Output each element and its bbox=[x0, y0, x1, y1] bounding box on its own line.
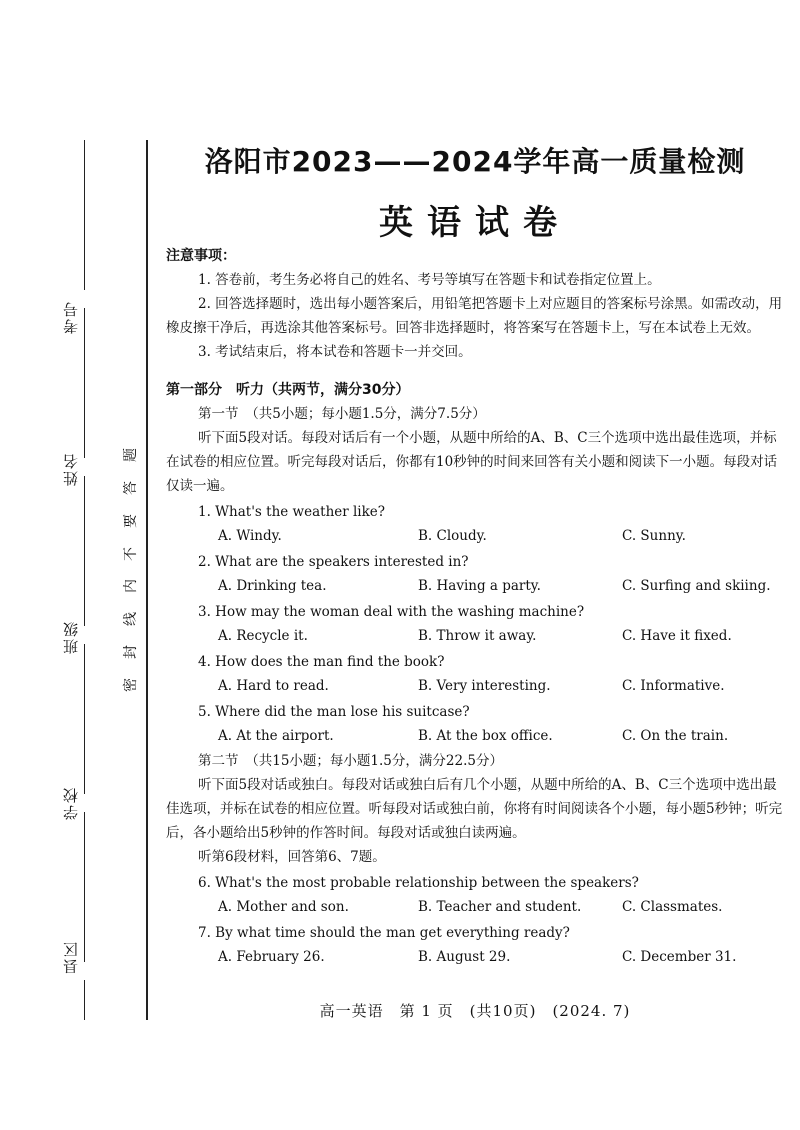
option-a: A. At the airport. bbox=[218, 728, 334, 744]
exam-content bbox=[166, 244, 784, 970]
field-school bbox=[60, 786, 120, 956]
question: 2. What are the speakers interested in? bbox=[198, 554, 469, 570]
notice-item: 1. 答卷前，考生务必将自己的姓名、考号等填写在答题卡和试卷指定位置上。 bbox=[198, 272, 661, 288]
notice-heading: 注意事项： bbox=[166, 248, 236, 264]
question: 7. By what time should the man get everything ready? bbox=[198, 925, 570, 941]
options bbox=[166, 945, 784, 969]
option-b: B. Cloudy. bbox=[418, 528, 487, 544]
option-a: A. Hard to read. bbox=[218, 678, 329, 694]
material-note: 听第6段材料，回答第6、7题。 bbox=[198, 849, 386, 865]
option-c: C. Have it fixed. bbox=[622, 628, 732, 644]
options bbox=[166, 724, 784, 748]
option-a: A. February 26. bbox=[218, 949, 325, 965]
notice-item: 3. 考试结束后，将本试卷和答题卡一并交回。 bbox=[198, 344, 472, 360]
question: 5. Where did the man lose his suitcase? bbox=[198, 704, 470, 720]
seal-char: 答 bbox=[123, 480, 139, 495]
option-b: B. Teacher and student. bbox=[418, 899, 582, 915]
option-a: A. Recycle it. bbox=[218, 628, 308, 644]
page-footer: 高一英语 第 1 页 (共10页) (2024. 7) bbox=[319, 1002, 631, 1020]
field-label: 考号 bbox=[62, 300, 80, 334]
option-b: B. Very interesting. bbox=[418, 678, 551, 694]
seal-char: 不 bbox=[123, 546, 139, 561]
option-c: C. On the train. bbox=[622, 728, 729, 744]
seal-char: 题 bbox=[123, 448, 139, 462]
field-name bbox=[60, 452, 120, 622]
exam-title: 洛阳市2023——2024学年高一质量检测 bbox=[204, 145, 746, 178]
option-c: C. December 31. bbox=[622, 949, 737, 965]
field-exam-number bbox=[60, 300, 120, 470]
options bbox=[166, 624, 784, 648]
seal-char: 密 bbox=[123, 677, 139, 692]
option-b: B. Having a party. bbox=[418, 578, 541, 594]
field-label: 学校 bbox=[62, 786, 80, 820]
seal-char: 封 bbox=[123, 645, 139, 660]
option-c: C. Informative. bbox=[622, 678, 725, 694]
field-label: 班级 bbox=[62, 620, 80, 654]
field-label: 县区 bbox=[62, 940, 80, 974]
seal-char: 内 bbox=[123, 579, 139, 594]
option-c: C. Surfing and skiing. bbox=[622, 578, 771, 594]
option-b: B. August 29. bbox=[418, 949, 511, 965]
part-heading: 第一部分 听力（共两节，满分30分） bbox=[166, 382, 410, 398]
notice-item: 2. 回答选择题时，选出每小题答案后，用铅笔把答题卡上对应题目的答案标号涂黑。如需改动，用橡皮擦干净后，再选涂其他答案标号。回答非选择题时，将答案写在答题卡上，写在本试卷上无效。 bbox=[166, 296, 783, 336]
field-label: 姓名 bbox=[62, 452, 80, 486]
seal-char: 要 bbox=[123, 513, 139, 528]
question: 4. How does the man find the book? bbox=[198, 654, 445, 670]
options bbox=[166, 674, 784, 698]
options bbox=[166, 574, 784, 598]
option-c: C. Classmates. bbox=[622, 899, 723, 915]
options bbox=[166, 524, 784, 548]
question: 3. How may the woman deal with the washing machine? bbox=[198, 604, 585, 620]
option-b: B. At the box office. bbox=[418, 728, 553, 744]
section-instructions: 听下面5段对话。每段对话后有一个小题，从题中所给的A、B、C三个选项中选出最佳选项，并标在试卷的相应位置。听完每段对话后，你都有10秒钟的时间来回答有关小题和阅读下一小题。每段对话仅读一遍。 bbox=[166, 430, 778, 494]
field-class bbox=[60, 620, 120, 790]
option-a: A. Drinking tea. bbox=[218, 578, 327, 594]
field-county bbox=[60, 940, 120, 1110]
option-a: A. Mother and son. bbox=[218, 899, 349, 915]
section-instructions: 听下面5段对话或独白。每段对话或独白后有几个小题，从题中所给的A、B、C三个选项中选出最佳选项，并标在试卷的相应位置。听每段对话或独白前，你将有时间阅读各个小题，每小题5秒钟；听完后，各小题给出5秒钟的作答时间。每段对话或独白读两遍。 bbox=[166, 777, 783, 841]
exam-subject: 英语试卷 bbox=[379, 203, 571, 243]
seal-line-notice bbox=[116, 445, 144, 695]
section-heading: 第二节 （共15小题；每小题1.5分，满分22.5分） bbox=[198, 753, 503, 769]
seal-char: 线 bbox=[123, 612, 139, 627]
question: 6. What's the most probable relationship between the speakers? bbox=[198, 875, 639, 891]
question: 1. What's the weather like? bbox=[198, 504, 386, 520]
option-c: C. Sunny. bbox=[622, 528, 686, 544]
option-b: B. Throw it away. bbox=[418, 628, 537, 644]
section-heading: 第一节 （共5小题；每小题1.5分，满分7.5分） bbox=[198, 406, 486, 422]
options bbox=[166, 895, 784, 919]
margin-blank-lines bbox=[84, 140, 85, 1020]
option-a: A. Windy. bbox=[218, 528, 282, 544]
binding-line bbox=[146, 140, 148, 1020]
